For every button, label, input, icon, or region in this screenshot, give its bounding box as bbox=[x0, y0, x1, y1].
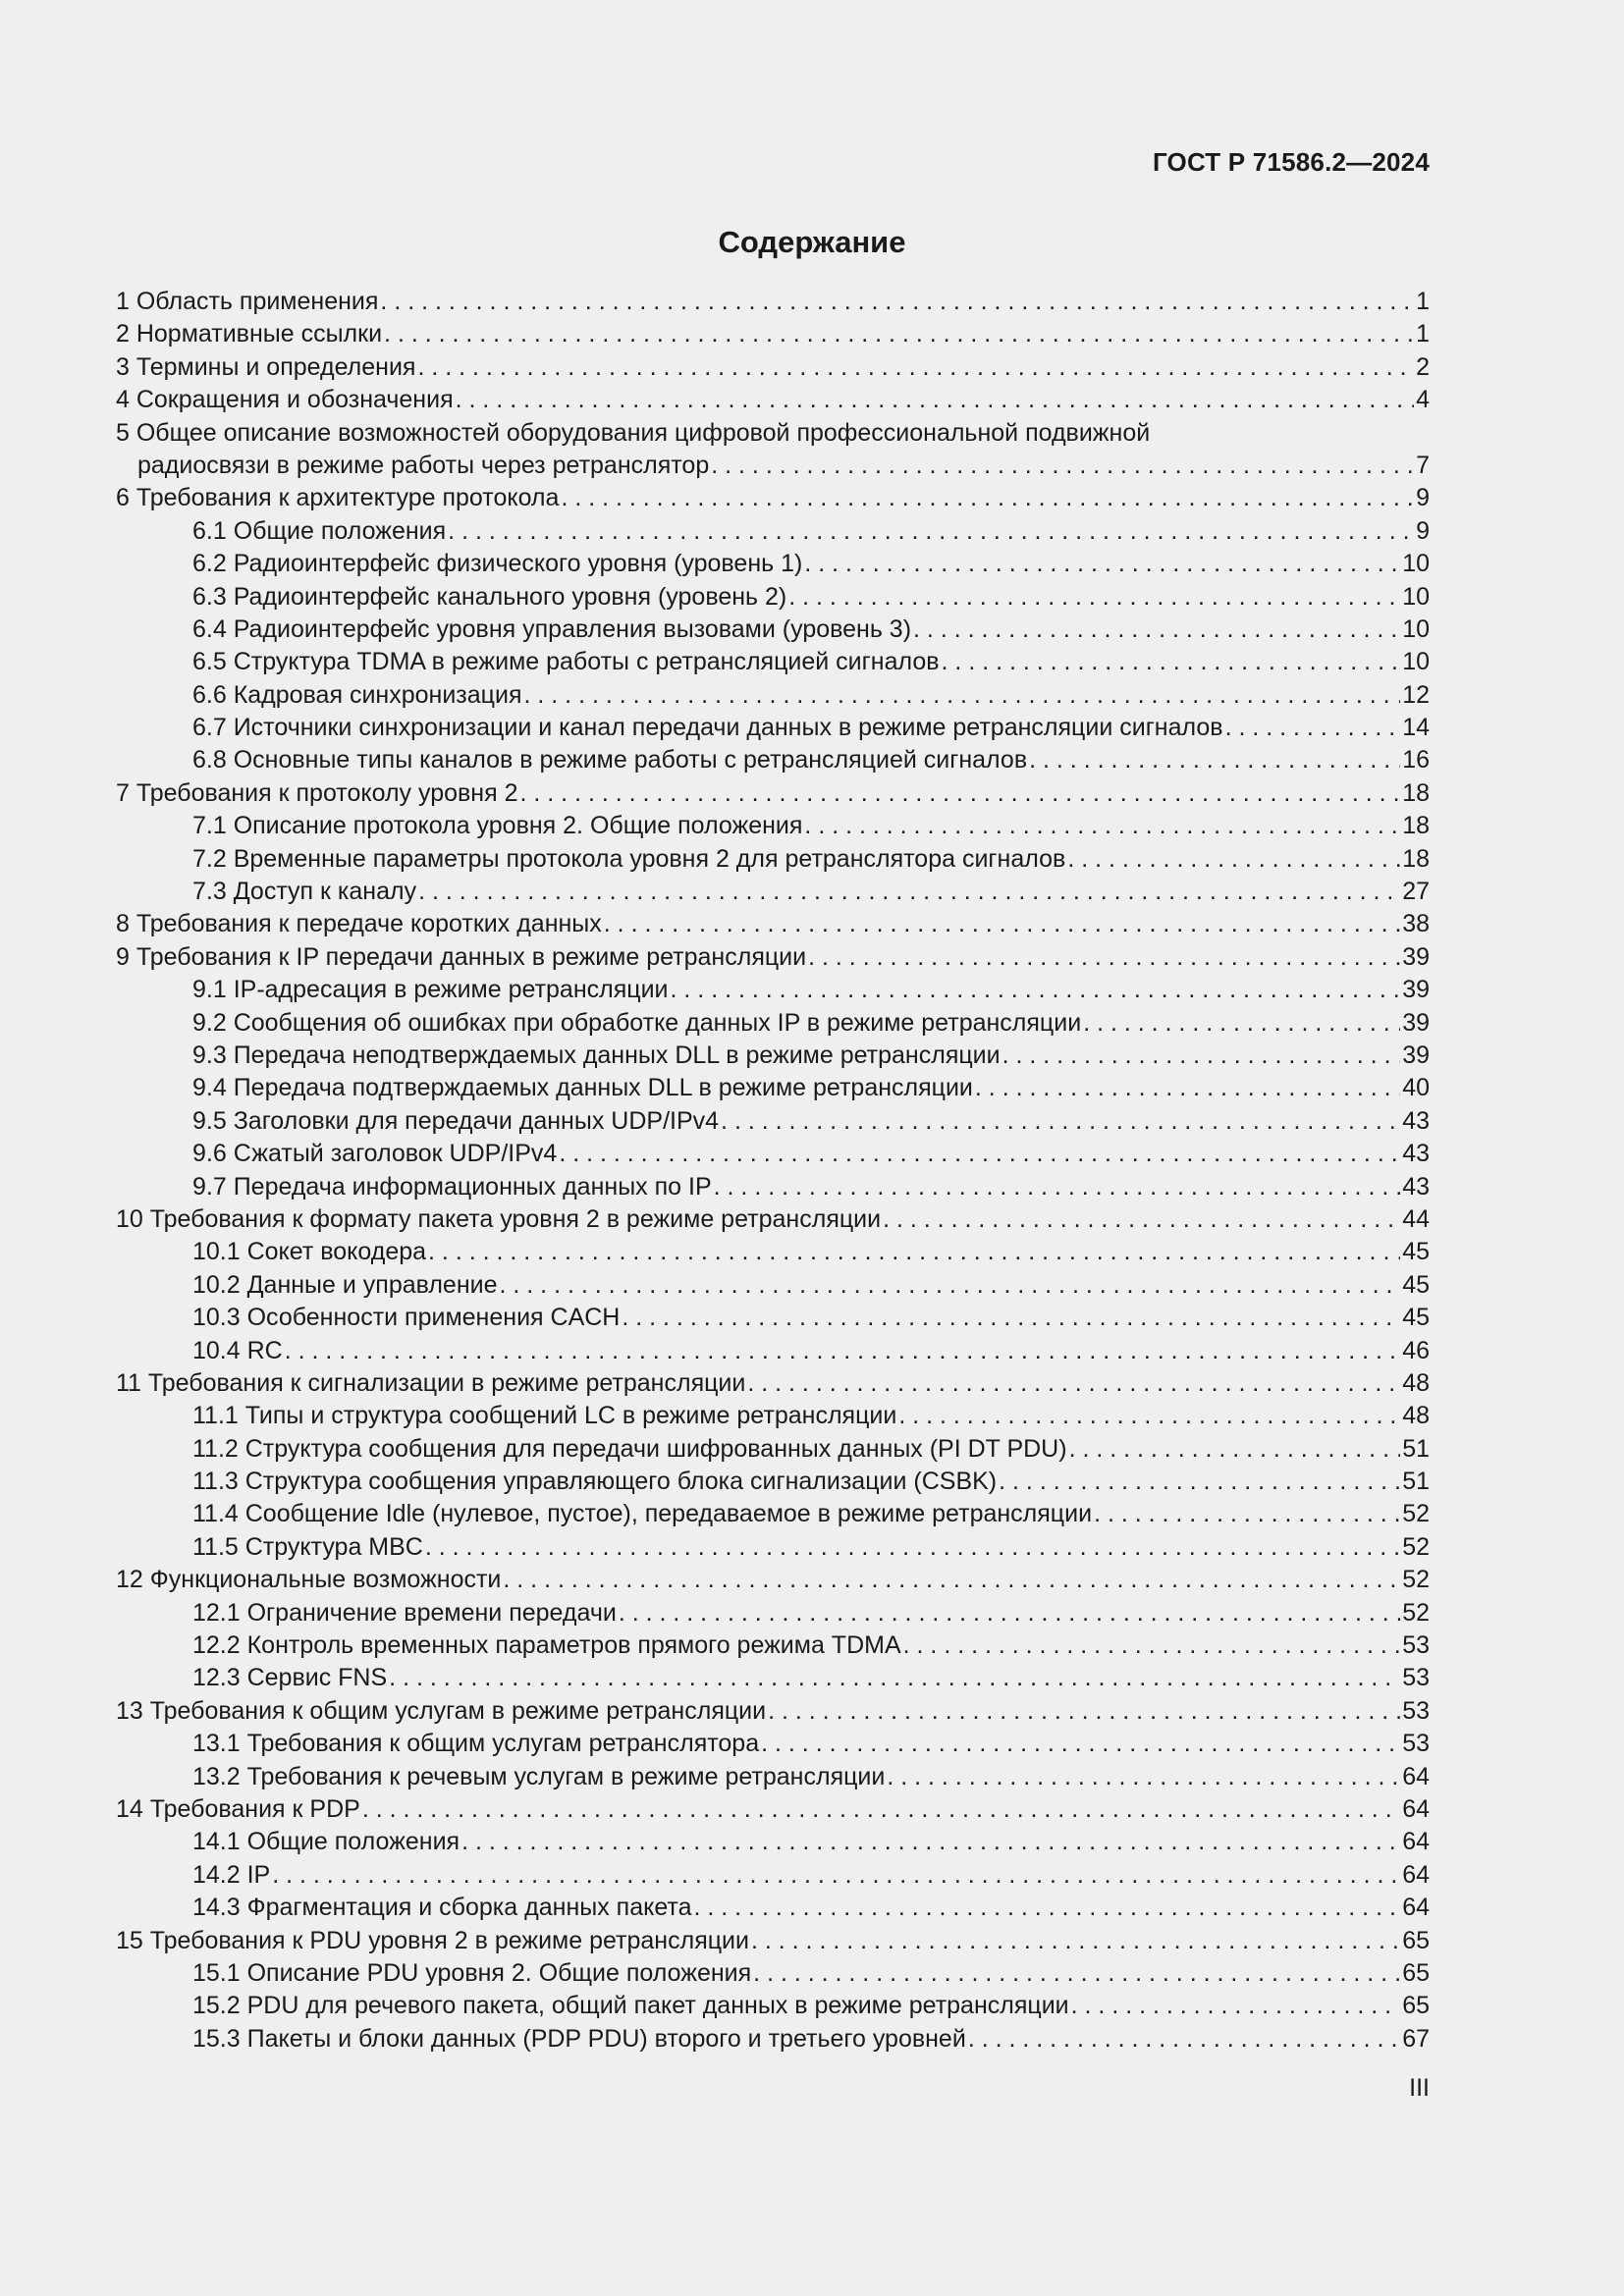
toc-entry[interactable] bbox=[116, 646, 1430, 678]
toc-leader-dots bbox=[461, 1826, 1400, 1858]
toc-entry-title: 9.5 Заголовки для передачи данных UDP/IPv4 bbox=[192, 1106, 720, 1135]
toc-entry-title: 13.1 Требования к общим услугам ретранслятора bbox=[192, 1730, 760, 1758]
toc-entry-page: 46 bbox=[1402, 1336, 1430, 1364]
toc-leader-dots bbox=[1029, 744, 1400, 776]
toc-leader-dots bbox=[788, 581, 1400, 614]
toc-entry-title: 11.4 Сообщение Idle (нулевое, пустое), передаваемое в режиме ретрансляции bbox=[192, 1500, 1093, 1528]
toc-leader-dots bbox=[448, 515, 1414, 548]
toc-leader-dots bbox=[384, 318, 1414, 350]
toc-entry[interactable] bbox=[116, 318, 1430, 350]
toc-leader-dots bbox=[428, 1236, 1400, 1268]
toc-entry-title: 2 Нормативные ссылки bbox=[116, 320, 383, 348]
toc-entry[interactable] bbox=[116, 1040, 1430, 1072]
toc-entry[interactable] bbox=[116, 1236, 1430, 1268]
toc-leader-dots bbox=[500, 1269, 1401, 1302]
toc-leader-dots bbox=[362, 1793, 1400, 1826]
toc-leader-dots bbox=[808, 941, 1400, 974]
toc-entry-page: 27 bbox=[1402, 878, 1430, 906]
toc-leader-dots bbox=[999, 1466, 1400, 1498]
toc-entry[interactable] bbox=[116, 1367, 1430, 1400]
toc-leader-dots bbox=[898, 1400, 1400, 1432]
toc-entry-title: 10.4 RC bbox=[192, 1336, 283, 1364]
toc-entry-title: 9.1 IP-адресация в режиме ретрансляции bbox=[192, 976, 669, 1004]
toc-entry-page: 53 bbox=[1402, 1664, 1430, 1692]
toc-entry-title: 5 Общее описание возможностей оборудования цифровой профессиональной подвижной bbox=[116, 418, 1151, 447]
toc-entry[interactable] bbox=[116, 843, 1430, 876]
toc-entry[interactable] bbox=[116, 1728, 1430, 1760]
toc-entry-title: 6.4 Радиоинтерфейс уровня управления вызовами (уровень 3) bbox=[192, 614, 912, 643]
toc-leader-dots bbox=[887, 1761, 1400, 1793]
toc-leader-dots bbox=[619, 1597, 1400, 1629]
toc-entry[interactable] bbox=[116, 1597, 1430, 1629]
toc-leader-dots bbox=[903, 1629, 1401, 1662]
toc-entry-title: 10 Требования к формату пакета уровня 2 в режиме ретрансляции bbox=[116, 1204, 882, 1233]
toc-leader-dots bbox=[761, 1728, 1400, 1760]
toc-entry-page: 51 bbox=[1402, 1468, 1430, 1496]
toc-entry[interactable] bbox=[116, 450, 1430, 482]
toc-entry-page: 10 bbox=[1402, 648, 1430, 676]
toc-leader-dots bbox=[503, 1564, 1400, 1596]
toc-entry-title: 4 Сокращения и обозначения bbox=[116, 386, 454, 414]
toc-leader-dots bbox=[285, 1335, 1400, 1367]
toc-leader-dots bbox=[714, 1171, 1401, 1203]
toc-entry-title: 15.3 Пакеты и блоки данных (PDP PDU) второго и третьего уровней bbox=[192, 2024, 966, 2053]
toc-entry-page: 10 bbox=[1402, 550, 1430, 578]
toc-entry-title: 15.2 PDU для речевого пакета, общий пакет данных в режиме ретрансляции bbox=[192, 1992, 1069, 2020]
toc-entry[interactable] bbox=[116, 1892, 1430, 1924]
toc-entry-title: 12.2 Контроль временных параметров прямого режима TDMA bbox=[192, 1631, 901, 1660]
toc-entry-title: 9.6 Сжатый заголовок UDP/IPv4 bbox=[192, 1140, 558, 1168]
toc-entry[interactable] bbox=[116, 1269, 1430, 1302]
toc-entry-page: 16 bbox=[1402, 746, 1430, 774]
toc-leader-dots bbox=[747, 1367, 1400, 1400]
toc-entry-title: 14.1 Общие положения bbox=[192, 1828, 460, 1856]
toc-entry-title: 7.3 Доступ к каналу bbox=[192, 878, 417, 906]
document-designation: ГОСТ Р 71586.2—2024 bbox=[1152, 147, 1430, 177]
page-number: III bbox=[1409, 2074, 1430, 2102]
toc-entry[interactable] bbox=[116, 384, 1430, 416]
toc-entry[interactable] bbox=[116, 876, 1430, 908]
toc-entry-title: 9.3 Передача неподтверждаемых данных DLL в режиме ретрансляции bbox=[192, 1041, 1001, 1069]
toc-leader-dots bbox=[1083, 1007, 1400, 1040]
toc-leader-dots bbox=[380, 286, 1414, 318]
toc-leader-dots bbox=[942, 646, 1401, 678]
toc-entry-page: 18 bbox=[1402, 778, 1430, 807]
toc-entry[interactable] bbox=[116, 777, 1430, 810]
toc-entry-page: 64 bbox=[1402, 1860, 1430, 1889]
toc-entry-page: 9 bbox=[1416, 516, 1430, 545]
toc-leader-dots bbox=[1071, 1990, 1401, 2022]
toc-leader-dots bbox=[693, 1892, 1400, 1924]
toc-entry-page: 45 bbox=[1402, 1238, 1430, 1266]
toc-leader-dots bbox=[561, 482, 1414, 514]
toc-entry-page: 39 bbox=[1402, 1041, 1430, 1069]
toc-entry[interactable] bbox=[116, 712, 1430, 744]
toc-entry-page: 4 bbox=[1416, 386, 1430, 414]
toc-entry-title: 13.2 Требования к речевым услугам в режиме ретрансляции bbox=[192, 1762, 886, 1790]
toc-entry[interactable] bbox=[116, 1990, 1430, 2022]
toc-leader-dots bbox=[671, 974, 1401, 1006]
toc-entry[interactable] bbox=[116, 1564, 1430, 1596]
toc-leader-dots bbox=[975, 1072, 1400, 1104]
toc-entry[interactable] bbox=[116, 1171, 1430, 1203]
toc-entry[interactable] bbox=[116, 2023, 1430, 2056]
toc-entry-title: 9 Требования к IP передачи данных в режиме ретрансляции bbox=[116, 942, 807, 971]
toc-entry-page: 12 bbox=[1402, 680, 1430, 709]
toc-entry-title: 1 Область применения bbox=[116, 288, 379, 315]
toc-entry-page: 43 bbox=[1402, 1140, 1430, 1168]
toc-leader-dots bbox=[1094, 1498, 1400, 1530]
toc-entry-page: 65 bbox=[1402, 1926, 1430, 1954]
toc-entry-page: 48 bbox=[1402, 1402, 1430, 1430]
toc-entry[interactable] bbox=[116, 1433, 1430, 1466]
toc-leader-dots bbox=[1067, 843, 1400, 876]
toc-entry-page: 7 bbox=[1416, 451, 1430, 479]
toc-entry[interactable] bbox=[116, 1466, 1430, 1498]
table-of-contents bbox=[116, 286, 1430, 2056]
toc-entry[interactable] bbox=[116, 679, 1430, 712]
toc-entry-page: 52 bbox=[1402, 1598, 1430, 1627]
toc-entry-page: 45 bbox=[1402, 1270, 1430, 1299]
toc-entry-title: 11.2 Структура сообщения для передачи шифрованных данных (PI DT PDU) bbox=[192, 1434, 1067, 1463]
toc-entry-page: 53 bbox=[1402, 1696, 1430, 1725]
toc-entry-page: 67 bbox=[1402, 2024, 1430, 2053]
toc-leader-dots bbox=[1069, 1433, 1401, 1466]
toc-leader-dots bbox=[425, 1531, 1400, 1564]
toc-entry-title: 8 Требования к передаче коротких данных bbox=[116, 910, 602, 938]
toc-entry[interactable] bbox=[116, 1105, 1430, 1138]
toc-entry[interactable] bbox=[116, 1761, 1430, 1793]
toc-leader-dots bbox=[768, 1695, 1400, 1728]
toc-entry-title: 11.5 Структура MBC bbox=[192, 1532, 423, 1561]
toc-leader-dots bbox=[622, 1302, 1400, 1334]
toc-entry-page: 52 bbox=[1402, 1566, 1430, 1594]
toc-entry-page: 64 bbox=[1402, 1762, 1430, 1790]
toc-entry[interactable] bbox=[116, 1138, 1430, 1170]
toc-leader-dots bbox=[753, 1957, 1400, 1990]
toc-entry-page: 10 bbox=[1402, 582, 1430, 611]
toc-entry[interactable] bbox=[116, 351, 1430, 384]
toc-leader-dots bbox=[968, 2023, 1400, 2056]
toc-entry-page: 14 bbox=[1402, 714, 1430, 742]
toc-entry-page: 39 bbox=[1402, 942, 1430, 971]
toc-entry[interactable] bbox=[116, 1925, 1430, 1957]
toc-leader-dots bbox=[272, 1859, 1400, 1892]
toc-leader-dots bbox=[804, 810, 1400, 842]
toc-entry-title: 6.5 Структура TDMA в режиме работы с ретрансляцией сигналов bbox=[192, 648, 940, 676]
toc-leader-dots bbox=[1002, 1040, 1401, 1072]
toc-entry[interactable] bbox=[116, 1662, 1430, 1694]
toc-entry-page: 65 bbox=[1402, 1958, 1430, 1987]
toc-entry-title: 3 Термины и определения bbox=[116, 352, 416, 381]
toc-entry-title: 14 Требования к PDP bbox=[116, 1794, 360, 1823]
toc-leader-dots bbox=[721, 1105, 1400, 1138]
toc-entry-title: 11.3 Структура сообщения управляющего блока сигнализации (CSBK) bbox=[192, 1468, 998, 1496]
toc-leader-dots bbox=[389, 1662, 1400, 1694]
toc-entry-page: 48 bbox=[1402, 1368, 1430, 1397]
toc-entry-title: 7.1 Описание протокола уровня 2. Общие положения bbox=[192, 812, 803, 840]
toc-entry-title: 9.7 Передача информационных данных по IP bbox=[192, 1172, 712, 1201]
toc-entry-page: 39 bbox=[1402, 1008, 1430, 1037]
toc-entry-title: 6.1 Общие положения bbox=[192, 516, 447, 545]
toc-entry-page: 43 bbox=[1402, 1172, 1430, 1201]
toc-entry[interactable] bbox=[116, 1498, 1430, 1530]
toc-entry[interactable] bbox=[116, 1203, 1430, 1236]
toc-entry-title: радиосвязи в режиме работы через ретранслятор bbox=[137, 451, 710, 479]
toc-entry[interactable] bbox=[116, 1793, 1430, 1826]
toc-entry-title: 12.3 Сервис FNS bbox=[192, 1664, 388, 1692]
toc-entry[interactable] bbox=[116, 1007, 1430, 1040]
toc-entry[interactable] bbox=[116, 1335, 1430, 1367]
toc-entry-page: 64 bbox=[1402, 1828, 1430, 1856]
toc-entry-title: 6.3 Радиоинтерфейс канального уровня (уровень 2) bbox=[192, 582, 787, 611]
toc-entry[interactable] bbox=[116, 482, 1430, 514]
toc-entry-page: 64 bbox=[1402, 1894, 1430, 1922]
toc-entry-title: 10.2 Данные и управление bbox=[192, 1270, 498, 1299]
toc-entry-title: 15 Требования к PDU уровня 2 в режиме ретрансляции bbox=[116, 1926, 749, 1954]
toc-entry-page: 1 bbox=[1416, 320, 1430, 348]
toc-leader-dots bbox=[604, 908, 1400, 940]
toc-entry-title: 10.1 Сокет вокодера bbox=[192, 1238, 427, 1266]
toc-entry-title: 6.6 Кадровая синхронизация bbox=[192, 680, 522, 709]
toc-leader-dots bbox=[711, 450, 1414, 482]
toc-entry[interactable] bbox=[116, 1629, 1430, 1662]
toc-entry-page: 38 bbox=[1402, 910, 1430, 938]
toc-entry-page: 40 bbox=[1402, 1074, 1430, 1102]
toc-entry[interactable] bbox=[116, 614, 1430, 646]
toc-entry[interactable] bbox=[116, 1072, 1430, 1104]
toc-entry[interactable] bbox=[116, 810, 1430, 842]
toc-entry-title: 14.2 IP bbox=[192, 1860, 271, 1889]
toc-entry[interactable] bbox=[116, 908, 1430, 940]
toc-entry-page: 44 bbox=[1402, 1204, 1430, 1233]
toc-entry-page: 18 bbox=[1402, 844, 1430, 873]
toc-entry-page: 52 bbox=[1402, 1532, 1430, 1561]
toc-entry-title: 10.3 Особенности применения CACH bbox=[192, 1304, 621, 1332]
toc-entry-title: 6.8 Основные типы каналов в режиме работы с ретрансляцией сигналов bbox=[192, 746, 1028, 774]
toc-entry-title: 12.1 Ограничение времени передачи bbox=[192, 1598, 617, 1627]
toc-entry[interactable] bbox=[116, 1695, 1430, 1728]
toc-entry[interactable] bbox=[116, 974, 1430, 1006]
toc-entry-page: 53 bbox=[1402, 1631, 1430, 1660]
toc-entry-title: 14.3 Фрагментация и сборка данных пакета bbox=[192, 1894, 692, 1922]
toc-leader-dots bbox=[751, 1925, 1400, 1957]
toc-leader-dots bbox=[520, 777, 1401, 810]
toc-entry-title: 6.2 Радиоинтерфейс физического уровня (уровень 1) bbox=[192, 550, 803, 578]
toc-leader-dots bbox=[913, 614, 1400, 646]
toc-leader-dots bbox=[804, 548, 1400, 580]
toc-entry-page: 9 bbox=[1416, 484, 1430, 512]
toc-leader-dots bbox=[883, 1203, 1400, 1236]
toc-entry-page: 43 bbox=[1402, 1106, 1430, 1135]
toc-entry[interactable] bbox=[116, 548, 1430, 580]
toc-entry-title: 9.4 Передача подтверждаемых данных DLL в режиме ретрансляции bbox=[192, 1074, 973, 1102]
toc-entry-title: 7.2 Временные параметры протокола уровня 2 для ретранслятора сигналов bbox=[192, 844, 1066, 873]
toc-entry[interactable] bbox=[116, 1957, 1430, 1990]
toc-entry-page: 39 bbox=[1402, 976, 1430, 1004]
toc-entry-page: 51 bbox=[1402, 1434, 1430, 1463]
toc-entry-page: 10 bbox=[1402, 614, 1430, 643]
toc-entry-title: 9.2 Сообщения об ошибках при обработке данных IP в режиме ретрансляции bbox=[192, 1008, 1082, 1037]
toc-entry-page: 45 bbox=[1402, 1304, 1430, 1332]
toc-entry-page: 64 bbox=[1402, 1794, 1430, 1823]
toc-leader-dots bbox=[418, 876, 1400, 908]
toc-leader-dots bbox=[524, 679, 1401, 712]
toc-entry[interactable] bbox=[116, 1826, 1430, 1858]
toc-entry-title: 12 Функциональные возможности bbox=[116, 1566, 502, 1594]
toc-leader-dots bbox=[456, 384, 1414, 416]
toc-entry-page: 18 bbox=[1402, 812, 1430, 840]
toc-entry-page: 65 bbox=[1402, 1992, 1430, 2020]
toc-leader-dots bbox=[559, 1138, 1400, 1170]
toc-entry[interactable] bbox=[116, 1859, 1430, 1892]
toc-entry[interactable] bbox=[116, 515, 1430, 548]
toc-entry-page: 52 bbox=[1402, 1500, 1430, 1528]
toc-entry[interactable] bbox=[116, 1531, 1430, 1564]
toc-entry[interactable] bbox=[116, 744, 1430, 776]
toc-leader-dots bbox=[1225, 712, 1401, 744]
toc-entry[interactable] bbox=[116, 286, 1430, 318]
toc-leader-dots bbox=[417, 351, 1414, 384]
toc-entry-page: 1 bbox=[1416, 288, 1430, 315]
toc-entry-title: 7 Требования к протоколу уровня 2 bbox=[116, 778, 518, 807]
page-title: Содержание bbox=[718, 225, 906, 259]
toc-entry[interactable] bbox=[116, 1400, 1430, 1432]
toc-entry[interactable] bbox=[116, 581, 1430, 614]
toc-entry[interactable] bbox=[116, 417, 1430, 450]
toc-entry-page: 2 bbox=[1416, 352, 1430, 381]
toc-entry[interactable] bbox=[116, 941, 1430, 974]
toc-entry[interactable] bbox=[116, 1302, 1430, 1334]
toc-entry-page: 53 bbox=[1402, 1730, 1430, 1758]
toc-entry-title: 6 Требования к архитектуре протокола bbox=[116, 484, 560, 512]
toc-entry-title: 13 Требования к общим услугам в режиме ретрансляции bbox=[116, 1696, 767, 1725]
toc-entry-title: 11 Требования к сигнализации в режиме ретрансляции bbox=[116, 1368, 746, 1397]
toc-entry-title: 6.7 Источники синхронизации и канал передачи данных в режиме ретрансляции сигналов bbox=[192, 714, 1223, 742]
toc-entry-title: 15.1 Описание PDU уровня 2. Общие положения bbox=[192, 1958, 752, 1987]
toc-entry-title: 11.1 Типы и структура сообщений LC в режиме ретрансляции bbox=[192, 1402, 897, 1430]
